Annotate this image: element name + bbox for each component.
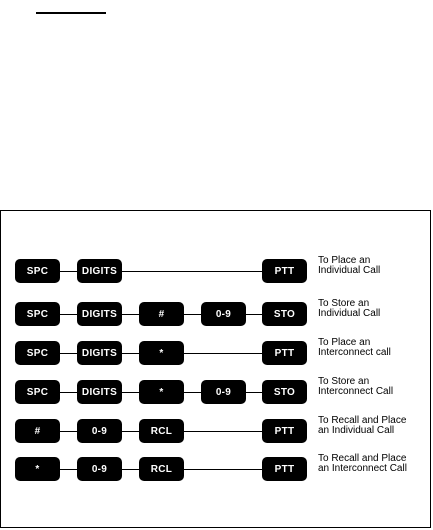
key-hash: #: [139, 302, 184, 326]
key-digits-0-9: 0-9: [201, 380, 246, 404]
key-digits: DIGITS: [77, 259, 122, 283]
key-ptt: PTT: [262, 457, 307, 481]
key-star: *: [139, 341, 184, 365]
key-sto: STO: [262, 380, 307, 404]
sequence-row: [0, 255, 433, 283]
key-ptt: PTT: [262, 341, 307, 365]
key-digits-0-9: 0-9: [77, 457, 122, 481]
connector-line: [30, 271, 290, 272]
key-spc: SPC: [15, 380, 60, 404]
description-line: Interconnect call: [318, 347, 391, 358]
sequence-row: [0, 415, 433, 443]
sequence-description: [318, 256, 433, 276]
key-digits: DIGITS: [77, 380, 122, 404]
description-line: To Store an: [318, 298, 370, 309]
description-line: To Recall and Place: [318, 415, 407, 426]
sequence-row: [0, 376, 433, 404]
key-rcl: RCL: [139, 457, 184, 481]
description-line: Individual Call: [318, 265, 381, 276]
key-digits: DIGITS: [77, 302, 122, 326]
description-line: Interconnect Call: [318, 386, 394, 397]
key-hash: #: [15, 419, 60, 443]
key-digits-0-9: 0-9: [201, 302, 246, 326]
key-digits-0-9: 0-9: [77, 419, 122, 443]
description-line: To Store an: [318, 376, 370, 387]
key-star: *: [139, 380, 184, 404]
key-spc: SPC: [15, 259, 60, 283]
key-sto: STO: [262, 302, 307, 326]
description-line: Individual Call: [318, 308, 381, 319]
key-star: *: [15, 457, 60, 481]
key-ptt: PTT: [262, 259, 307, 283]
description-line: an Individual Call: [318, 425, 395, 436]
sequence-description: [318, 299, 433, 319]
key-rcl: RCL: [139, 419, 184, 443]
sequence-description: [318, 454, 433, 474]
sequence-row: [0, 337, 433, 365]
sequence-description: [318, 338, 433, 358]
top-underline: [36, 12, 106, 14]
description-line: an Interconnect Call: [318, 463, 407, 474]
sequence-row: [0, 298, 433, 326]
description-line: To Place an: [318, 337, 371, 348]
key-digits: DIGITS: [77, 341, 122, 365]
sequence-description: [318, 377, 433, 397]
key-spc: SPC: [15, 302, 60, 326]
key-ptt: PTT: [262, 419, 307, 443]
sequence-description: [318, 416, 433, 436]
sequence-row: [0, 453, 433, 481]
description-line: To Recall and Place: [318, 453, 407, 464]
key-spc: SPC: [15, 341, 60, 365]
description-line: To Place an: [318, 255, 371, 266]
